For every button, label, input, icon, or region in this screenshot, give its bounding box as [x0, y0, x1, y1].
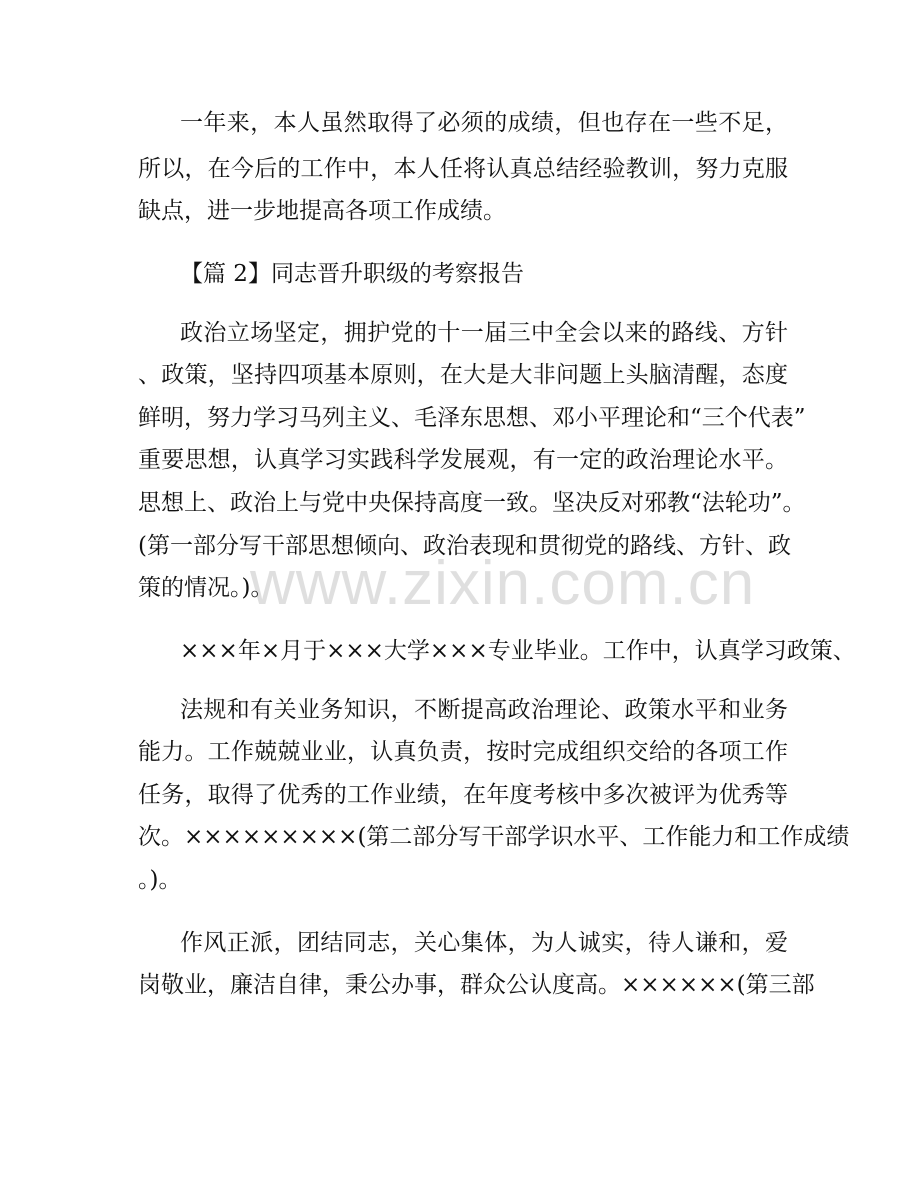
paragraph-line: 政治立场坚定，拥护党的十一届三中全会以来的路线、方针 — [180, 320, 788, 346]
paragraph-line: 、政策，坚持四项基本原则，在大是大非问题上头脑清醒，态度 — [138, 362, 788, 388]
paragraph-line: 缺点，进一步地提高各项工作成绩。 — [138, 198, 506, 224]
paragraph-line: 。)。 — [138, 867, 182, 893]
paragraph-line: 岗敬业，廉洁自律，秉公办事，群众公认度高。××××××(第三部 — [138, 972, 815, 998]
paragraph-line: 作风正派，团结同志，关心集体，为人诚实，待人谦和，爱 — [180, 930, 788, 956]
section-heading: 【篇 2】同志晋升职级的考察报告 — [180, 261, 524, 287]
paragraph-line: 法规和有关业务知识，不断提高政治理论、政策水平和业务 — [180, 697, 788, 723]
paragraph-line: 次。×××××××××(第二部分写干部学识水平、工作能力和工作成绩 — [138, 824, 850, 850]
paragraph-line: 所以，在今后的工作中，本人任将认真总结经验教训，努力克服 — [138, 156, 788, 182]
paragraph-line: 思想上、政治上与党中央保持高度一致。坚决反对邪教“法轮功”。 — [138, 490, 806, 516]
paragraph-line: (第一部分写干部思想倾向、政治表现和贯彻党的路线、方针、政 — [138, 533, 791, 559]
paragraph-line: 能力。工作兢兢业业，认真负责，按时完成组织交给的各项工作 — [138, 739, 788, 765]
watermark: www.zixin.com.cn — [250, 549, 756, 618]
paragraph-line: 一年来，本人虽然取得了必须的成绩，但也存在一些不足， — [180, 110, 788, 136]
paragraph-line: 重要思想，认真学习实践科学发展观，有一定的政治理论水平。 — [138, 447, 788, 473]
paragraph-line: 鲜明，努力学习马列主义、毛泽东思想、邓小平理论和“三个代表” — [138, 405, 806, 431]
paragraph-line: 任务，取得了优秀的工作业绩，在年度考核中多次被评为优秀等 — [138, 782, 788, 808]
paragraph-line: 策的情况。)。 — [138, 575, 274, 601]
paragraph-line: ×××年×月于×××大学×××专业毕业。工作中，认真学习政策、 — [180, 638, 856, 664]
